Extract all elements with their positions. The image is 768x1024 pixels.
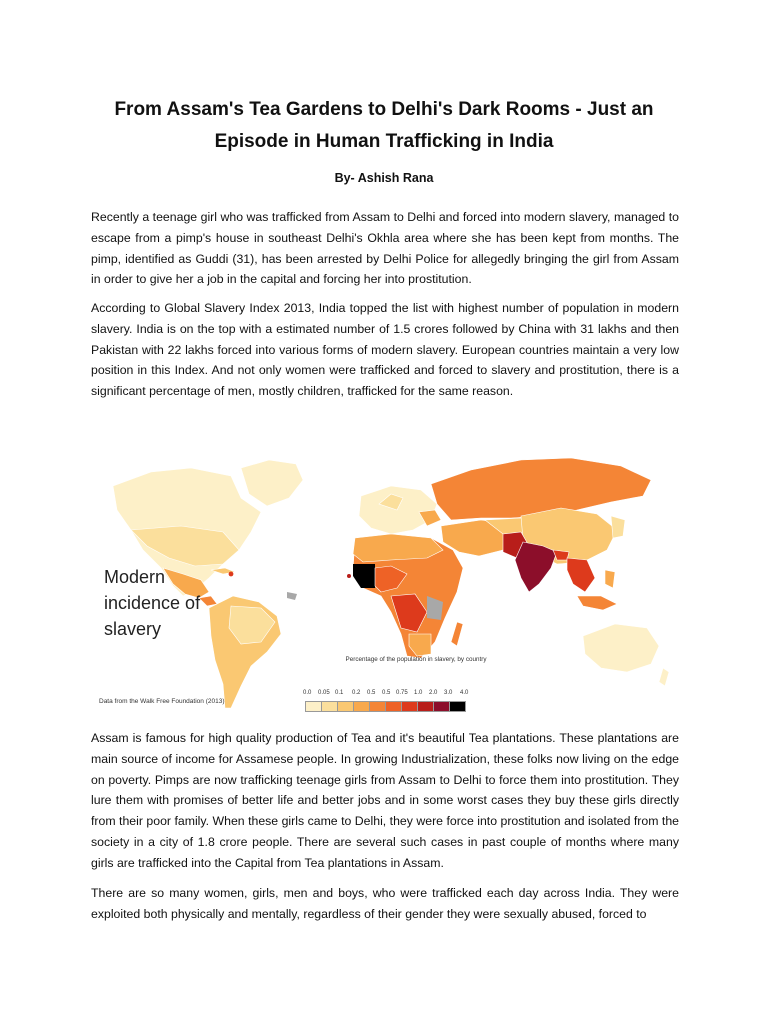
mauritania-shape [353, 564, 375, 588]
legend-swatch [306, 702, 322, 711]
legend-swatch [386, 702, 402, 711]
legend-swatch [402, 702, 418, 711]
legend-color-scale [305, 701, 466, 712]
usa-shape [131, 526, 239, 566]
legend-swatch [354, 702, 370, 711]
slavery-map-figure [91, 446, 679, 714]
legend-tick: 3.0 [444, 690, 453, 696]
madagascar-shape [451, 622, 463, 646]
legend-swatch [370, 702, 386, 711]
legend-swatch [450, 702, 465, 711]
europe-shape [359, 486, 437, 534]
paragraph-1: Recently a teenage girl who was trafficked from Assam to Delhi and forced into modern slavery, managed to escape from a pimp's house in southeast Delhi's Okhla area where she has been kept from months. The pimp, identified as Guddi (31), has been arrested by Delhi Police for allegedly bringing the girl from Assam in order to give her a job in the capital and forcing her into prostitution. [91, 210, 679, 287]
paragraph-4: There are so many women, girls, men and boys, who were trafficked each day across India. They were exploited both physically and mentally, regardless of their gender they were sexually abused, forced to [91, 886, 679, 921]
legend-tick: 2.0 [429, 690, 438, 696]
legend-ticks [301, 690, 506, 700]
legend-tick: 0.2 [352, 690, 361, 696]
legend-tick: 0.75 [396, 690, 408, 696]
map-title-line-2: incidence of [104, 593, 201, 613]
legend-tick: 0.05 [318, 690, 330, 696]
map-title [104, 564, 200, 642]
australia-shape [583, 624, 659, 672]
greenland-shape [241, 460, 303, 506]
legend-title: Percentage of the population in slavery, by country [345, 656, 487, 663]
paragraph-2: According to Global Slavery Index 2013, India topped the list with highest number of population in modern slavery. India is on the top with a estimated number of 1.5 crores followed by China with 31 lakhs and then Pakistan with 22 lakhs forced into various forms of modern slavery. European countries maintain a very low position in this Index. And not only women were trafficked and forced to slavery and prostitution, there is a significant percentage of men, mostly children, trafficked for the same reason. [91, 301, 679, 399]
gambia-marker [347, 574, 351, 578]
byline: By- Ashish Rana [334, 171, 434, 185]
legend-tick: 1.0 [414, 690, 423, 696]
map-title-line-1: Modern [104, 567, 166, 587]
legend-tick: 0.0 [303, 690, 312, 696]
india-shape [515, 542, 557, 592]
article-title [60, 94, 708, 158]
legend-tick: 0.5 [367, 690, 376, 696]
philippines-shape [605, 570, 615, 588]
japan-shape [611, 516, 625, 538]
legend-swatch [434, 702, 450, 711]
russia-shape [431, 458, 651, 520]
new-zealand-shape [659, 668, 669, 686]
legend-tick: 0.5 [382, 690, 391, 696]
legend-swatch [322, 702, 338, 711]
paragraph-3: Assam is famous for high quality production of Tea and it's beautiful Tea plantations. These plantations are main source of income for Assamese people. In growing Industrialization, these folks now living on the edge on poverty. Pimps are now trafficking teenage girls from Assam to Delhi to force them into prostitution. They lure them with promises of better life and better jobs and in some worst cases they buy these girls directly from their poor family. When these girls came to Delhi, they were force into prostitution and isolated from the society in a city of 1.8 crore people. There are several such cases in past couple of months where many girls are trafficked into the Capital from Tea plantations in Assam. [91, 731, 679, 870]
legend-swatch [418, 702, 434, 711]
indonesia-shape [577, 596, 617, 610]
legend-swatch [338, 702, 354, 711]
legend-tick: 0.1 [335, 690, 344, 696]
haiti-marker [229, 572, 234, 577]
central-america-shape [199, 596, 217, 606]
southeast-asia-shape [567, 558, 595, 592]
map-title-line-3: slavery [104, 619, 162, 639]
guiana-nodata-shape [287, 592, 297, 600]
title-line-1: From Assam's Tea Gardens to Delhi's Dark Rooms - Just an [114, 99, 654, 120]
map-source: Data from the Walk Free Foundation (2013) [99, 698, 225, 705]
legend-tick: 4.0 [460, 690, 469, 696]
title-line-2: Episode in Human Trafficking in India [214, 131, 554, 152]
